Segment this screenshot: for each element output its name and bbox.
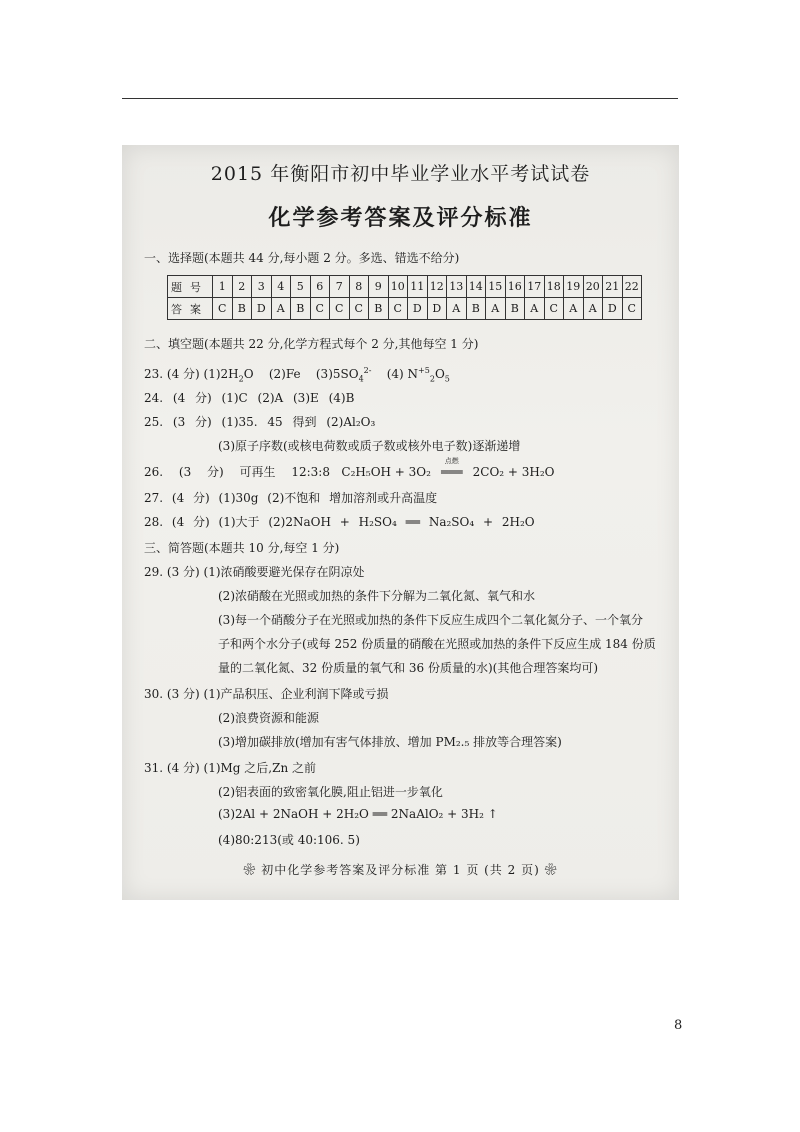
answer-25-line2: (3)原子序数(或核电荷数或质子数或核外电子数)逐渐递增 xyxy=(218,439,521,453)
section-choice-heading: 一、选择题(本题共 44 分,每小题 2 分。多选、错选不给分) xyxy=(144,251,460,265)
qnum-cell: 19 xyxy=(564,276,584,298)
answer-cell: D xyxy=(252,298,272,320)
answer-23 xyxy=(144,365,450,383)
answer-cell: D xyxy=(603,298,623,320)
question-number-label: 题号 xyxy=(168,276,213,298)
answer-25-line1: 25. (3 分) (1)35. 45 得到 (2)Al₂O₃ xyxy=(144,415,376,429)
answer-table xyxy=(167,275,642,320)
answer-29-5: 量的二氧化氮、32 份质量的氧气和 36 份质量的水)(其他合理答案均可) xyxy=(218,661,599,675)
answer-24: 24. (4 分) (1)C (2)A (3)E (4)B xyxy=(144,391,355,405)
q23-sub: 5 xyxy=(444,374,450,384)
qnum-cell: 6 xyxy=(310,276,330,298)
q23-charge: 2- xyxy=(363,366,372,375)
qnum-cell: 11 xyxy=(408,276,428,298)
answer-cell: C xyxy=(544,298,564,320)
answer-cell: B xyxy=(232,298,252,320)
answer-cell: C xyxy=(388,298,408,320)
answer-31-3: (3)2Al + 2NaOH + 2H₂O ══ 2NaAlO₂ + 3H₂ ↑ xyxy=(218,807,498,821)
answer-cell: C xyxy=(310,298,330,320)
answer-label: 答案 xyxy=(168,298,213,320)
answer-29-2: (2)浓硝酸在光照或加热的条件下分解为二氧化氮、氧气和水 xyxy=(218,589,536,603)
answer-31-4: (4)80:213(或 40:106. 5) xyxy=(218,833,360,847)
qnum-cell: 7 xyxy=(330,276,350,298)
qnum-cell: 18 xyxy=(544,276,564,298)
scanned-answer-sheet xyxy=(122,145,679,900)
question-number-row xyxy=(168,276,642,298)
q23-part2: O xyxy=(243,367,254,381)
qnum-cell: 1 xyxy=(213,276,233,298)
q23-part3: (2)Fe xyxy=(268,367,301,381)
qnum-cell: 12 xyxy=(427,276,447,298)
q26-part1: 26. (3 分) 可再生 12:3:8 xyxy=(144,465,330,479)
qnum-cell: 3 xyxy=(252,276,272,298)
q26-products: 2CO₂ + 3H₂O xyxy=(472,465,555,479)
qnum-cell: 21 xyxy=(603,276,623,298)
page-number: 8 xyxy=(674,1018,683,1033)
answer-cell: A xyxy=(271,298,291,320)
q23-part4: (3)5SO xyxy=(315,367,359,381)
answer-31-2: (2)铝表面的致密氧化膜,阻止铝进一步氧化 xyxy=(218,785,443,799)
answer-cell: B xyxy=(505,298,525,320)
qnum-cell: 16 xyxy=(505,276,525,298)
answer-29-1: 29. (3 分) (1)浓硝酸要避光保存在阴凉处 xyxy=(144,565,365,579)
qnum-cell: 22 xyxy=(622,276,642,298)
q23-sub: 2 xyxy=(429,374,435,384)
answer-cell: A xyxy=(447,298,467,320)
q26-arrow: 点燃 ═══ xyxy=(435,465,469,479)
exam-title: 2015 年衡阳市初中毕业学业水平考试试卷 xyxy=(210,163,591,185)
q23-sub: 4 xyxy=(358,374,364,384)
qnum-cell: 20 xyxy=(583,276,603,298)
answer-cell: A xyxy=(486,298,506,320)
section-short-answer-heading: 三、简答题(本题共 10 分,每空 1 分) xyxy=(144,541,340,555)
qnum-cell: 14 xyxy=(466,276,486,298)
answer-cell: D xyxy=(408,298,428,320)
sheet-footer: ❀ 初中化学参考答案及评分标准 第 1 页 (共 2 页) ❀ xyxy=(243,863,558,877)
answer-28: 28. (4 分) (1)大于 (2)2NaOH + H₂SO₄ ══ Na₂SO₄ + 2H₂O xyxy=(144,515,535,529)
answer-cell: C xyxy=(622,298,642,320)
answer-30-2: (2)浪费资源和能源 xyxy=(218,711,319,725)
top-rule xyxy=(122,98,678,99)
q23-part5: (4) N xyxy=(386,367,419,381)
qnum-cell: 9 xyxy=(369,276,389,298)
answer-cell: D xyxy=(427,298,447,320)
qnum-cell: 2 xyxy=(232,276,252,298)
qnum-cell: 15 xyxy=(486,276,506,298)
answer-cell: A xyxy=(583,298,603,320)
answer-cell: C xyxy=(330,298,350,320)
q23-part1: 23. (4 分) (1)2H xyxy=(144,367,239,381)
answer-31-1: 31. (4 分) (1)Mg 之后,Zn 之前 xyxy=(144,761,317,775)
answer-cell: C xyxy=(213,298,233,320)
answer-row xyxy=(168,298,642,320)
section-fill-heading: 二、填空题(本题共 22 分,化学方程式每个 2 分,其他每空 1 分) xyxy=(144,337,479,351)
answer-27: 27. (4 分) (1)30g (2)不饱和 增加溶剂或升高温度 xyxy=(144,491,438,505)
qnum-cell: 8 xyxy=(349,276,369,298)
answer-30-1: 30. (3 分) (1)产品积压、企业利润下降或亏损 xyxy=(144,687,389,701)
answer-cell: B xyxy=(466,298,486,320)
answer-cell: C xyxy=(349,298,369,320)
answer-cell: A xyxy=(564,298,584,320)
q23-sub: 2 xyxy=(238,374,244,384)
answer-key-title: 化学参考答案及评分标准 xyxy=(268,205,533,231)
answer-30-3: (3)增加碳排放(增加有害气体排放、增加 PM₂.₅ 排放等合理答案) xyxy=(218,735,562,749)
answer-cell: B xyxy=(291,298,311,320)
answer-cell: A xyxy=(525,298,545,320)
qnum-cell: 5 xyxy=(291,276,311,298)
answer-29-3: (3)每一个硝酸分子在光照或加热的条件下反应生成四个二氧化氮分子、一个氧分 xyxy=(218,613,644,627)
qnum-cell: 4 xyxy=(271,276,291,298)
answer-26 xyxy=(144,457,555,480)
q26-reactants: C₂H₅OH + 3O₂ xyxy=(341,465,431,479)
q23-part6: O xyxy=(434,367,445,381)
q23-valence: +5 xyxy=(418,366,430,375)
qnum-cell: 10 xyxy=(388,276,408,298)
qnum-cell: 13 xyxy=(447,276,467,298)
answer-cell: B xyxy=(369,298,389,320)
q26-condition: 点燃 xyxy=(444,457,459,465)
qnum-cell: 17 xyxy=(525,276,545,298)
answer-29-4: 子和两个水分子(或每 252 份质量的硝酸在光照或加热的条件下反应生成 184 份质 xyxy=(218,637,656,651)
